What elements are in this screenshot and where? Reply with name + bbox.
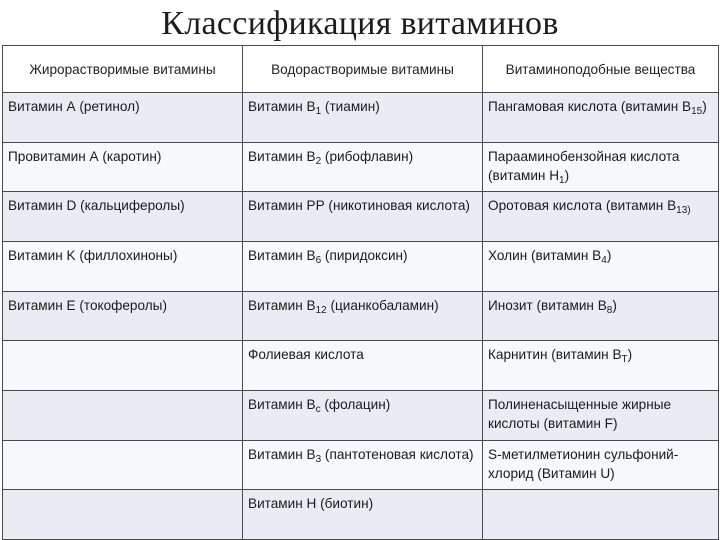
cell-subscript: 8 xyxy=(606,304,613,316)
cell-subscript: 13) xyxy=(676,205,691,217)
cell-text: Карнитин (витамин В xyxy=(488,347,622,363)
table-header-row xyxy=(3,46,719,93)
cell-vitamin-like xyxy=(483,291,719,341)
table-row xyxy=(3,142,719,192)
cell-water-soluble xyxy=(243,440,483,490)
cell-text: Провитамин А (каротин) xyxy=(8,148,162,164)
table-row xyxy=(3,440,719,490)
header-fat-soluble: Жирорастворимые витамины xyxy=(3,46,243,93)
cell-fat-soluble xyxy=(3,142,243,192)
cell-fat-soluble xyxy=(3,341,243,391)
table-row xyxy=(3,291,719,341)
table-row xyxy=(3,241,719,291)
cell-vitamin-like xyxy=(483,93,719,143)
cell-subscript: 1 xyxy=(315,106,322,117)
cell-text-after: (пантотеновая кислота) xyxy=(321,446,474,462)
cell-fat-soluble xyxy=(3,440,243,490)
cell-text-after: ) xyxy=(702,99,707,114)
cell-subscript: 15 xyxy=(691,106,703,117)
cell-vitamin-like xyxy=(483,390,719,440)
page-title: Классификация витаминов xyxy=(161,4,559,42)
cell-text: Витамин K (филлохиноны) xyxy=(8,247,178,263)
cell-vitamin-like xyxy=(483,440,719,490)
title-bar xyxy=(0,0,720,45)
cell-text: Витамин В xyxy=(248,99,316,114)
cell-text: Витамин В xyxy=(248,247,316,263)
cell-subscript: с xyxy=(315,403,321,415)
cell-vitamin-like xyxy=(483,142,719,192)
cell-text-after: ) xyxy=(627,347,633,363)
cell-fat-soluble xyxy=(3,241,243,291)
cell-vitamin-like xyxy=(483,192,719,242)
cell-subscript: 6 xyxy=(315,254,322,266)
table-row xyxy=(3,341,719,391)
table-row xyxy=(3,390,719,440)
cell-text-after: (тиамин) xyxy=(321,99,380,114)
cell-text: Холин (витамин В xyxy=(488,247,602,263)
cell-subscript: 4 xyxy=(601,254,607,266)
cell-text: S-метилметионин сульфоний-хлорид (Витамин U) xyxy=(488,446,679,481)
cell-water-soluble xyxy=(243,490,483,540)
cell-text: Парааминобензойная кислота (витамин Н xyxy=(488,148,680,183)
cell-water-soluble xyxy=(243,192,483,242)
cell-fat-soluble xyxy=(3,291,243,341)
cell-water-soluble xyxy=(243,241,483,291)
cell-text: Фолиевая кислота xyxy=(248,347,364,363)
cell-water-soluble xyxy=(243,291,483,341)
cell-fat-soluble xyxy=(3,93,243,143)
cell-text: Витамин В xyxy=(248,148,316,164)
cell-water-soluble xyxy=(243,93,483,143)
vitamin-classification-table xyxy=(2,45,719,540)
cell-fat-soluble xyxy=(3,490,243,540)
table-row xyxy=(3,192,719,242)
cell-subscript: 1 xyxy=(559,174,565,186)
cell-text: Витамин А (ретинол) xyxy=(8,99,140,114)
table-row xyxy=(3,490,719,540)
cell-text-after: ) xyxy=(564,167,570,183)
cell-text-after: (пиридоксин) xyxy=(321,247,408,263)
cell-text: Витамин РР (никотиновая кислота) xyxy=(248,198,470,214)
cell-subscript: Т xyxy=(621,354,628,366)
cell-subscript: 3 xyxy=(315,453,322,465)
header-water-soluble: Водорастворимые витамины xyxy=(243,46,483,93)
cell-text: Витамин Н (биотин) xyxy=(248,496,374,512)
cell-text: Витамин В xyxy=(248,297,316,313)
cell-text: Витамин В xyxy=(248,446,316,462)
cell-text: Полиненасыщенные жирные кислоты (витамин F) xyxy=(488,396,672,431)
cell-water-soluble xyxy=(243,390,483,440)
cell-text-after: (фолацин) xyxy=(320,396,391,412)
cell-subscript: 12 xyxy=(315,304,327,316)
table-body xyxy=(3,93,719,540)
cell-text-after: (рибофлавин) xyxy=(321,148,414,164)
cell-vitamin-like xyxy=(483,241,719,291)
table-row xyxy=(3,93,719,143)
cell-text: Витамин Е (токоферолы) xyxy=(8,297,167,313)
cell-text-after: ) xyxy=(612,297,617,313)
cell-text: Инозит (витамин В xyxy=(488,297,607,313)
cell-text-after: (цианкобаламин) xyxy=(326,297,439,313)
cell-fat-soluble xyxy=(3,390,243,440)
cell-text: Витамин D (кальциферолы) xyxy=(8,198,185,214)
cell-water-soluble xyxy=(243,142,483,192)
cell-vitamin-like xyxy=(483,341,719,391)
cell-subscript: 2 xyxy=(315,155,322,167)
cell-text: Пангамовая кислота (витамин В xyxy=(488,99,692,114)
header-vitamin-like: Витаминоподобные вещества xyxy=(483,46,719,93)
cell-text: Оротовая кислота (витамин В xyxy=(488,198,677,214)
cell-text: Витамин В xyxy=(248,396,316,412)
cell-vitamin-like xyxy=(483,490,719,540)
cell-fat-soluble xyxy=(3,192,243,242)
cell-text-after: ) xyxy=(606,247,612,263)
cell-water-soluble xyxy=(243,341,483,391)
